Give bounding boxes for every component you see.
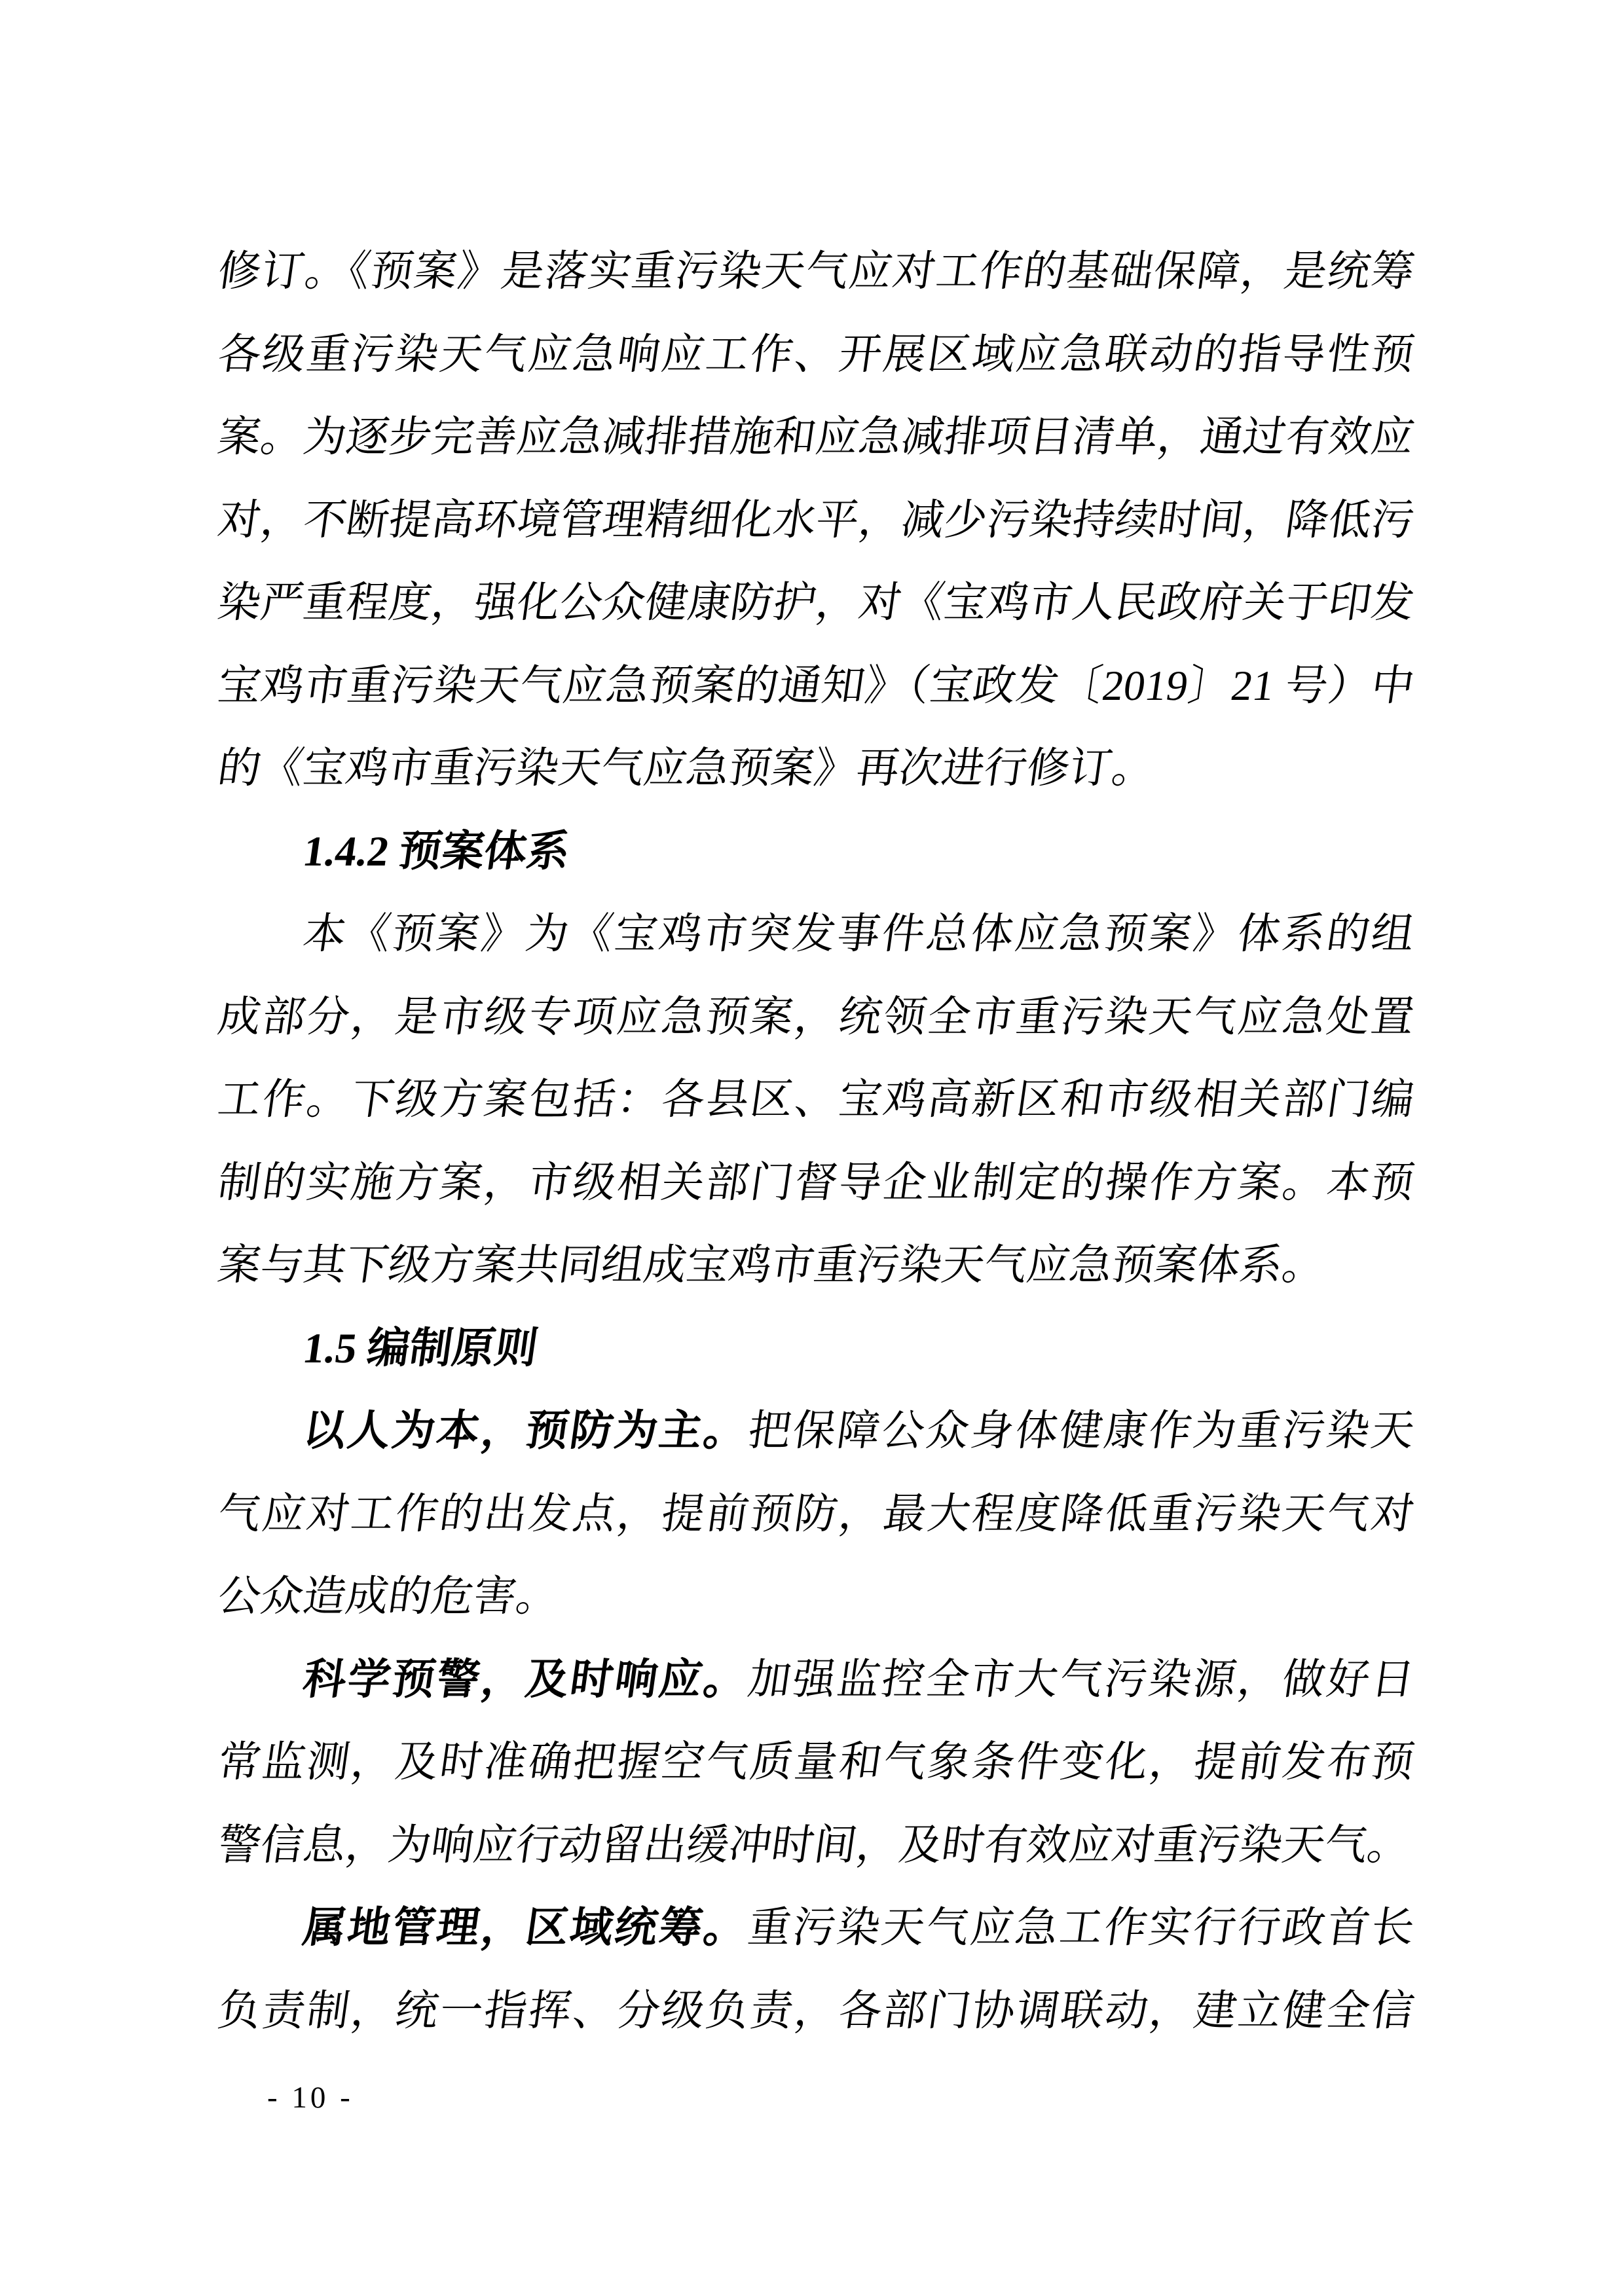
bold-text-run: 1.5 编制原则 xyxy=(300,1324,541,1372)
text-line xyxy=(212,1721,1420,1804)
text-run: 案。为逐步完善应急减排措施和应急减排项目清单，通过有效应 xyxy=(215,414,1418,461)
text-line xyxy=(212,893,1420,976)
text-line xyxy=(212,1804,1420,1887)
page-number: - 10 - xyxy=(267,2081,354,2115)
text-line xyxy=(212,314,1420,397)
text-run: 案与其下级方案共同组成宝鸡市重污染天气应急预案体系。 xyxy=(215,1242,1329,1289)
text-run: 重污染天气应急工作实行行政首长 xyxy=(745,1904,1418,1952)
text-run: 的《宝鸡市重污染天气应急预案》再次进行修订。 xyxy=(215,745,1158,792)
text-line xyxy=(212,1390,1420,1473)
text-line xyxy=(212,1887,1420,1970)
text-run: 染严重程度，强化公众健康防护，对《宝鸡市人民政府关于印发 xyxy=(215,579,1418,627)
text-line xyxy=(212,1142,1420,1225)
text-run: 对，不断提高环境管理精细化水平，减少污染持续时间，降低污 xyxy=(215,496,1418,544)
text-line xyxy=(212,645,1420,728)
bold-text-run: 属地管理，区域统筹。 xyxy=(300,1904,752,1952)
text-run: 警信息，为响应行动留出缓冲时间，及时有效应对重污染天气。 xyxy=(215,1821,1414,1869)
text-run: 气应对工作的出发点，提前预防，最大程度降低重污染天气对 xyxy=(215,1490,1418,1538)
text-line xyxy=(212,1059,1420,1142)
bold-text-run: 1.4.2 预案体系 xyxy=(300,828,573,875)
bold-text-run: 以人为本，预防为主。 xyxy=(300,1408,752,1455)
text-run: 宝鸡市重污染天气应急预案的通知》（宝政发〔2019〕21 号）中 xyxy=(215,662,1418,710)
text-line xyxy=(212,562,1420,645)
text-run: 制的实施方案，市级相关部门督导企业制定的操作方案。本预 xyxy=(215,1159,1418,1207)
text-run: 本《预案》为《宝鸡市突发事件总体应急预案》体系的组 xyxy=(300,911,1418,958)
text-line xyxy=(212,727,1420,811)
text-block xyxy=(215,230,1418,2052)
section-heading xyxy=(212,811,1420,894)
text-run: 把保障公众身体健康作为重污染天 xyxy=(745,1408,1418,1455)
text-line xyxy=(212,479,1420,562)
bold-text-run: 科学预警，及时响应。 xyxy=(300,1656,752,1704)
text-line xyxy=(212,1639,1420,1722)
text-line xyxy=(212,396,1420,479)
text-run: 常监测，及时准确把握空气质量和气象条件变化，提前发布预 xyxy=(215,1739,1418,1786)
text-line xyxy=(212,1970,1420,2053)
text-run: 各级重污染天气应急响应工作、开展区域应急联动的指导性预 xyxy=(215,331,1418,378)
text-line xyxy=(212,1556,1420,1639)
text-run: 修订。《预案》是落实重污染天气应对工作的基础保障，是统筹 xyxy=(215,248,1418,295)
section-heading xyxy=(212,1307,1420,1391)
text-run: 工作。下级方案包括：各县区、宝鸡高新区和市级相关部门编 xyxy=(215,1076,1418,1123)
text-run: 公众造成的危害。 xyxy=(215,1573,563,1620)
text-run: 成部分，是市级专项应急预案，统领全市重污染天气应急处置 xyxy=(215,993,1418,1041)
text-line xyxy=(212,976,1420,1059)
text-run: 负责制，统一指挥、分级负责，各部门协调联动，建立健全信 xyxy=(215,1987,1418,2035)
text-line xyxy=(212,230,1420,314)
text-line xyxy=(212,1224,1420,1307)
text-line xyxy=(212,1473,1420,1556)
text-run: 加强监控全市大气污染源，做好日 xyxy=(745,1656,1418,1704)
